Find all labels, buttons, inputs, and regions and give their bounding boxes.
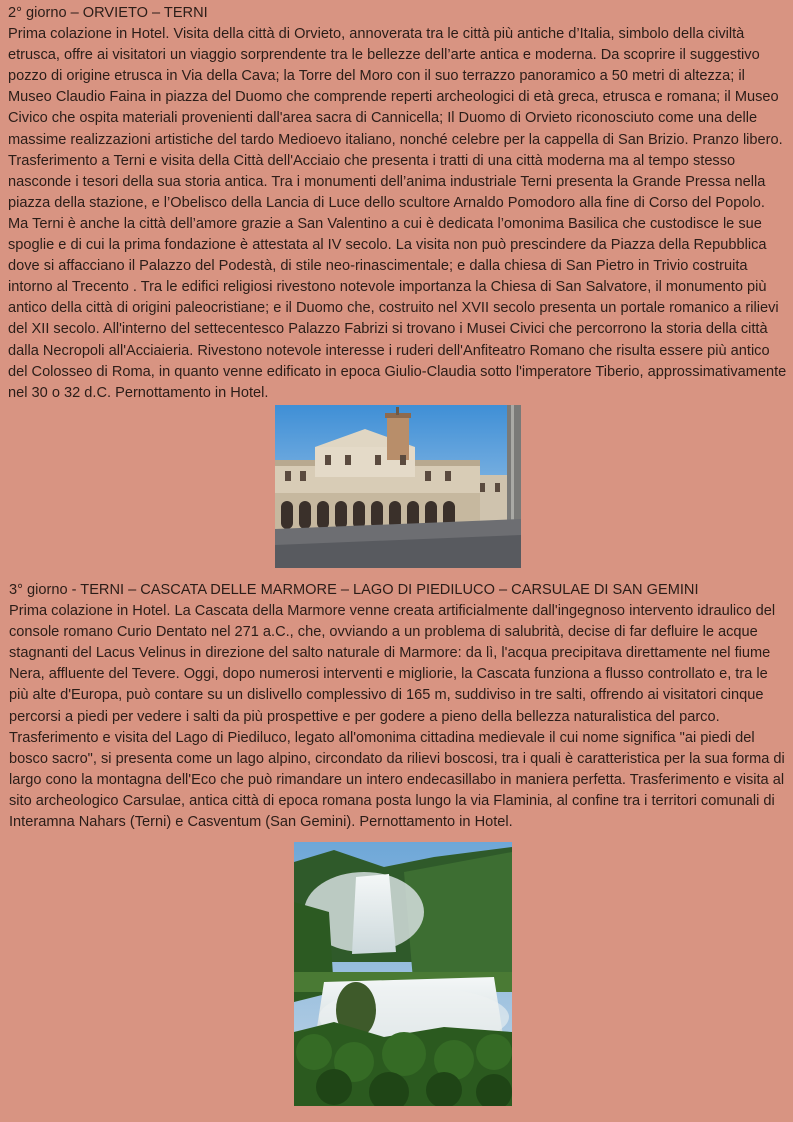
day3-heading: 3° giorno - TERNI – CASCATA DELLE MARMORE – LAGO DI PIEDILUCO – CARSULAE DI SAN GEMINI xyxy=(9,582,699,598)
day2-description: Prima colazione in Hotel. Visita della città di Orvieto, annoverata tra le città più antiche d’Italia, simbolo della civiltà etrusca, offre ai visitatori un viaggio sorprendente tra le bellezze dell’arte antica e moderna. Da scoprire il suggestivo pozzo di origine etrusca in Via della Cava; la Torre del Moro con il suo terrazzo panoramico a 50 metri di altezza; il Museo Claudio Faina in piazza del Duomo che comprende reperti archeologici di età greca, etrusca e romana; il Museo Civico che ospita materiali provenienti dall'area sacra di Cannicella; Il Duomo di Orvieto riconosciuto come una delle massime realizzazioni artistiche del tardo Medioevo italiano, nonché celebre per la cappella di San Brizio. Pranzo libero. Trasferimento a Terni e visita della Città dell'Acciaio che presenta i tratti di una città moderna ma al tempo stesso nasconde i tesori della sua storia antica. Tra i monumenti dell’anima industriale Terni presenta la Grande Pressa nella piazza della stazione, e l’Obelisco della Lancia di Luce dello scultore Arnaldo Pomodoro alla fine di Corso del Popolo. Ma Terni è anche la città dell’amore grazie a San Valentino a cui è dedicata l’omonima Basilica che custodisce le sue spoglie e di cui la prima fondazione è attestata al IV secolo. La visita non può prescindere da Piazza della Repubblica dove si affacciano il Palazzo del Podestà, di stile neo-rinascimentale; e dalla chiesa di San Pietro in Trivio costruita intorno al Trecento . Tra le edifici religiosi rivestono notevole importanza la Chiesa di San Salvatore, il monumento più antico della città di origini paleocristiane; e il Duomo che, costruito nel XVII secolo presenta un portale romanico a rilievi del XII secolo. All'interno del settecentesco Palazzo Fabrizi si trovano i Musei Civici che percorrono la storia della città dalla Necropoli all'Acciaieria. Rivestono notevole interesse i ruderi dell'Anfiteatro Romano che risulta essere più antico del Colosseo di Roma, in quanto venne edificato in epoca Giulio-Claudia sotto l'imperatore Tiberio, approssimativamente nel 30 o 32 d.C. Pernottamento in Hotel. xyxy=(8,26,787,401)
day3-description: Prima colazione in Hotel. La Cascata della Marmore venne creata artificialmente dall'ingegnoso intervento idraulico del console romano Curio Dentato nel 271 a.C., che, ovviando a un problema di salubrità, decise di far defluire le acque stagnanti del Lacus Velinus in direzione del salto naturale di Marmore: da lì, l'acqua precipitava direttamente nel fiume Nera, affluente del Tevere. Oggi, dopo numerosi interventi e migliorie, la Cascata funziona a flusso controllato e, tra le più alte d'Europa, può contare su un dislivello complessivo di 165 m, suddiviso in tre salti, offrendo ai visitatori cinque percorsi a piedi per vedere i salti da più prospettive e per godere a pieno della bellezza naturalistica del parco. Trasferimento e visita del Lago di Piediluco, legato all'omonima cittadina medievale il cui nome significa "ai piedi del bosco sacro", si presenta come un lago alpino, circondato da rilievi boscosi, tra i quali è caratteristica per la sua forma di largo cono la montagna dell'Eco che può rimandare un intero endecasillabo in maniera perfetta. Trasferimento e visita al sito archeologico Carsulae, antica città di epoca romana posta lungo la via Flaminia, al confine tra i territori comunali di Interamna Nahars (Terni) e Casventum (San Gemini). Pernottamento in Hotel. xyxy=(9,603,785,831)
marmore-waterfall-photo xyxy=(294,842,512,1106)
day2-section xyxy=(0,3,793,404)
terni-cathedral-photo xyxy=(275,405,521,568)
day3-section xyxy=(0,580,793,833)
day2-heading: 2° giorno – ORVIETO – TERNI xyxy=(8,5,208,21)
